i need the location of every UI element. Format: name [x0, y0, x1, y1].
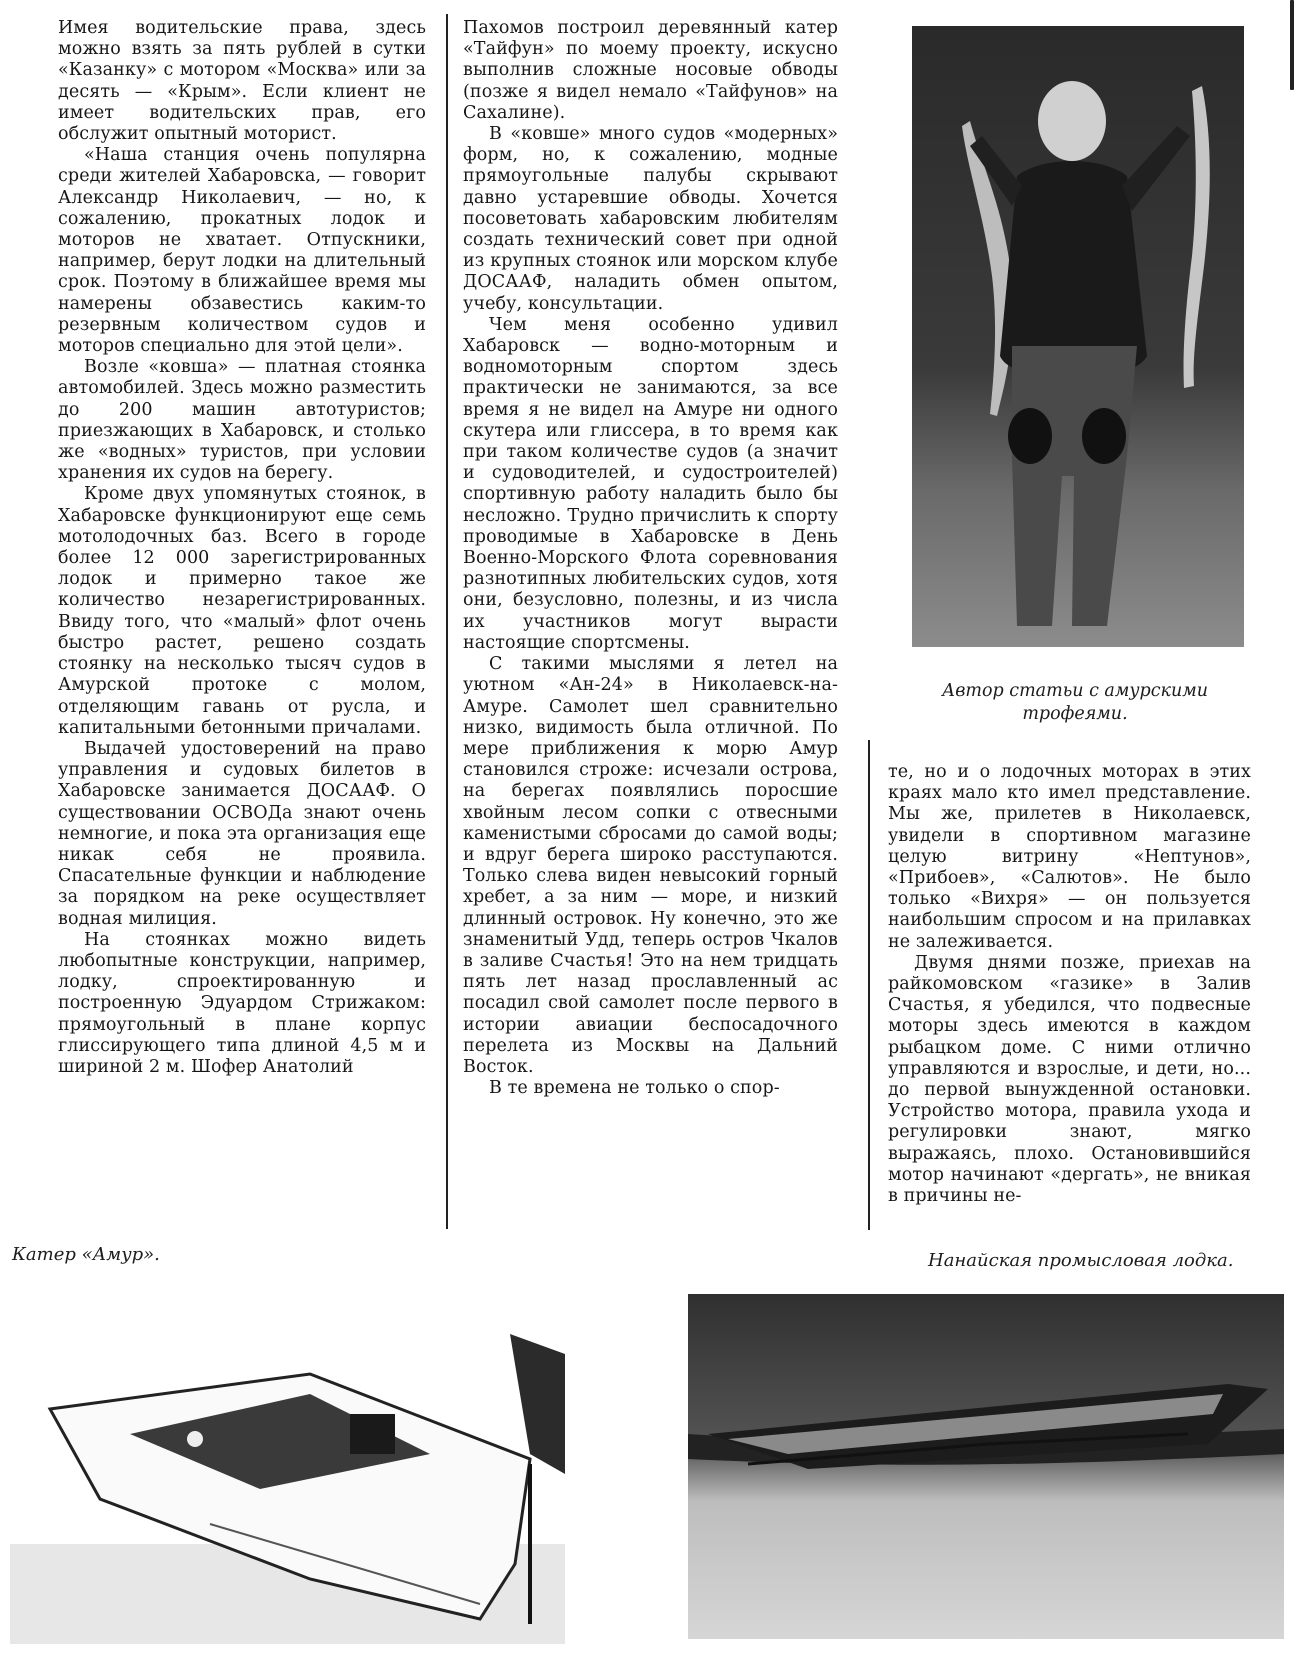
paragraph: Двумя днями позже, приехав на райкомовском «газике» в Залив Счастья, я убедился, что подвесные моторы здесь имеются в каждом рыбацком доме. С ними отлично управляются и взрослые, и дети, но... до первой вынужденной остановки. Устройство мотора, правила ухода и регулировки знают, мягко выражаясь, плохо. Остановившийся мотор начинают «дергать», не вникая в причины не- — [888, 952, 1251, 1207]
amur-boat-photo — [10, 1314, 565, 1644]
paragraph: Выдачей удостоверений на право управления и судовых билетов в Хабаровске занимается ДОСААФ. О существовании ОСВОДа знают очень немногие, и пока эта организация еще никак себя не проявила. Спасательные функции и наблюдение за порядком на реке осуществляет водная милиция. — [58, 738, 426, 929]
paragraph: Имея водительские права, здесь можно взять за пять рублей в сутки «Казанку» с мотором «Москва» или за десять — «Крым». Если клиент не имеет водительских прав, его обслужит опытный моторист. — [58, 18, 426, 145]
author-photo-caption: Автор статьи с амурскими трофеями. — [941, 681, 1209, 724]
column-divider — [446, 14, 448, 1229]
paragraph: Кроме двух упомянутых стоянок, в Хабаровске функционируют еще семь мотолодочных баз. Всего в городе более 12 000 зарегистрированных лодок и примерно такое же количество незарегистрированных. Ввиду того, что «малый» флот очень быстро растет, решено создать стоянку на несколько тысяч судов в Амурской протоке с молом, отделяющим гавань от русла, и капитальными бетонными причалами. — [58, 484, 426, 738]
text-column-3 — [888, 762, 1251, 1207]
nanai-boat-photo — [688, 1294, 1284, 1639]
nanai-boat-caption: Нанайская промысловая лодка. — [928, 1250, 1234, 1271]
paragraph: С такими мыслями я летел на уютном «Ан-24» в Николаевск-на-Амуре. Самолет шел сравнительно низко, видимость была отличной. По мере приближения к морю Амур становился строже: исчезали острова, на берегах появлялись поросшие хвойным лесом сопки с отвесными каменистыми сбросами до самой воды; и вдруг берега широко расступаются. Только слева виден невысокий горный хребет, а за ним — море, и низкий длинный островок. Ну конечно, это же знаменитый Удд, теперь остров Чкалов в заливе Счастья! Это на нем тридцать пять лет назад прославленный ас посадил свой самолет после первого в истории авиации беспосадочного перелета из Москвы на Дальний Восток. — [463, 654, 838, 1077]
text-column-2 — [463, 18, 838, 1099]
paragraph: «Наша станция очень популярна среди жителей Хабаровска, — говорит Александр Николаевич, — но, к сожалению, прокатных лодок и моторов не хватает. Отпускники, например, берут лодки на длительный срок. Поэтому в ближайшее время мы намерены обзавестись каким-то резервным количеством судов и моторов специально для этой цели». — [58, 145, 426, 357]
paragraph: те, но и о лодочных моторах в этих краях мало кто имел представление. Мы же, прилетев в Николаевск, увидели в спортивном магазине целую витрину «Нептунов», «Прибоев», «Салютов». Не было только «Вихря» — он пользуется наибольшим спросом и на прилавках не залеживается. — [888, 762, 1251, 952]
page-edge-mark — [1290, 0, 1294, 90]
paragraph: В те времена не только о спор- — [489, 1078, 780, 1099]
amur-boat-caption: Катер «Амур». — [12, 1244, 160, 1265]
column-divider — [868, 740, 870, 1230]
author-photo — [912, 26, 1244, 647]
paragraph: Возле «ковша» — платная стоянка автомобилей. Здесь можно разместить до 200 машин автотуристов; приезжающих в Хабаровск, и столько же «водных» туристов, при условии хранения их судов на берегу. — [58, 357, 426, 484]
paragraph: Чем меня особенно удивил Хабаровск — водно-моторным и водномоторным спортом здесь практически не занимаются, за все время я не видел на Амуре ни одного скутера или глиссера, в то время как при таком количестве судов (а значит и судоводителей, и судостроителей) спортивную работу наладить было бы несложно. Трудно причислить к спорту проводимые в Хабаровске в День Военно-Морского Флота соревнования разнотипных любительских судов, хотя они, безусловно, полезны, и из числа их участников могут вырасти настоящие спортсмены. — [463, 314, 838, 653]
paragraph: Пахомов построил деревянный катер «Тайфун» по моему проекту, искусно выполнив сложные носовые обводы (позже я видел немало «Тайфунов» на Сахалине). — [463, 18, 838, 123]
paragraph: В «ковше» много судов «модерных» форм, но, к сожалению, модные прямоугольные палубы скрывают давно устаревшие обводы. Хочется посоветовать хабаровским любителям создать технический совет при одной из крупных стоянок или морском клубе ДОСААФ, наладить обмен опытом, учебу, консультации. — [463, 124, 838, 314]
paragraph: На стоянках можно видеть любопытные конструкции, например, лодку, спроектированную и построенную Эдуардом Стрижаком: прямоугольный в плане корпус глиссирующего типа длиной 4,5 м и шириной 2 м. Шофер Анатолий — [58, 929, 426, 1077]
text-column-1 — [58, 18, 426, 1078]
